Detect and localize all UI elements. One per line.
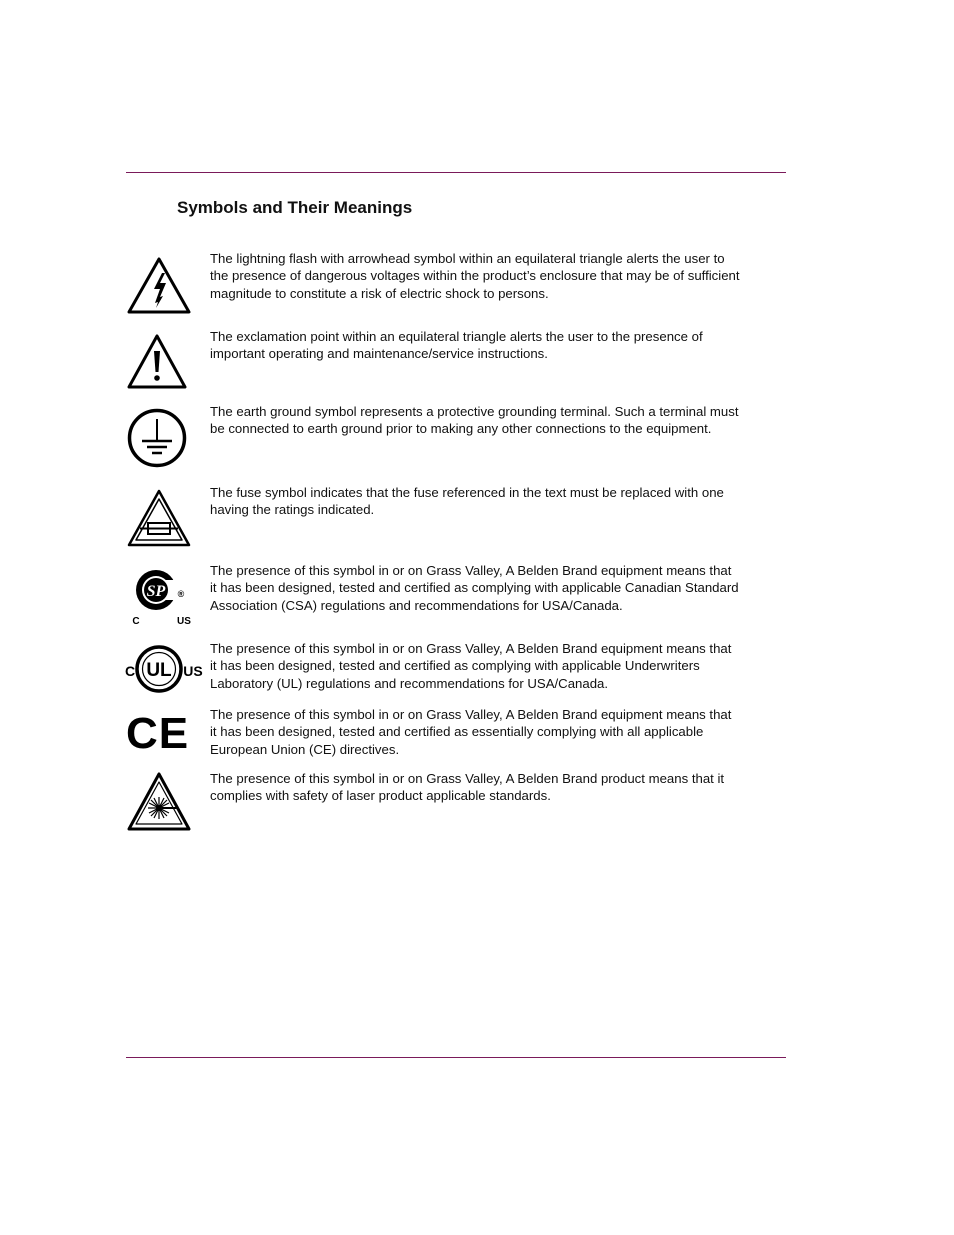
- ul-logo-c: C: [124, 663, 136, 679]
- symbol-description: The presence of this symbol in or on Grass Valley, A Belden Brand product means that it complies with safety of laser product applicable standards.: [210, 771, 725, 804]
- laser-triangle-icon: [126, 771, 192, 833]
- exclamation-triangle-icon: [126, 332, 188, 390]
- symbol-row-csa: [126, 562, 746, 628]
- symbol-description: The presence of this symbol in or on Grass Valley, A Belden Brand equipment means that it has been designed, tested and certified as complying with applicable Underwriters Laboratory (UL) regulations and recommendations for USA/Canada.: [210, 641, 732, 691]
- symbol-row-lightning: [126, 250, 746, 314]
- ce-mark-letters: CE: [126, 709, 190, 758]
- registered-mark: ®: [177, 589, 185, 599]
- csa-logo-us: US: [177, 616, 191, 627]
- symbol-description: The earth ground symbol represents a protective grounding terminal. Such a terminal must be connected to earth ground prior to making any other connections to the equipment.: [210, 404, 739, 437]
- csa-logo-initials: SP: [146, 583, 166, 600]
- csa-logo-icon: [126, 566, 198, 628]
- fuse-triangle-icon: [126, 488, 192, 548]
- top-rule: [126, 172, 786, 173]
- section-heading: Symbols and Their Meanings: [177, 198, 413, 217]
- symbol-description: The lightning flash with arrowhead symbol within an equilateral triangle alerts the user to the presence of dangerous voltages within the product’s enclosure that may be of sufficient magnitude to constitute a risk of electric shock to persons.: [210, 251, 740, 301]
- symbol-description: The presence of this symbol in or on Grass Valley, A Belden Brand equipment means that it has been designed, tested and certified as essentially complying with all applicable European Union (CE) directives.: [210, 707, 732, 757]
- symbol-row-fuse: [126, 484, 746, 548]
- symbol-description: The fuse symbol indicates that the fuse referenced in the text must be replaced with one having the ratings indicated.: [210, 485, 724, 518]
- csa-logo-c: C: [132, 616, 140, 627]
- earth-ground-icon: [126, 407, 188, 469]
- ce-mark-icon: [126, 709, 190, 758]
- symbol-row-earth-ground: [126, 403, 746, 469]
- symbol-description: The presence of this symbol in or on Grass Valley, A Belden Brand equipment means that it has been designed, tested and certified as complying with applicable Canadian Standard Association (CSA) regulations and recommendations for USA/Canada.: [210, 563, 739, 613]
- ul-logo-icon: [126, 644, 204, 694]
- ul-logo-initials: UL: [146, 660, 172, 681]
- symbol-row-exclamation: [126, 328, 746, 388]
- symbol-row-laser: [126, 770, 746, 832]
- symbol-row-ul: [126, 640, 746, 696]
- lightning-triangle-icon: [126, 255, 192, 315]
- symbol-description: The exclamation point within an equilateral triangle alerts the user to the presence of important operating and maintenance/service instructions.: [210, 329, 703, 362]
- bottom-rule: [126, 1057, 786, 1058]
- ul-logo-us: US: [183, 663, 203, 679]
- symbol-row-ce: [126, 706, 746, 760]
